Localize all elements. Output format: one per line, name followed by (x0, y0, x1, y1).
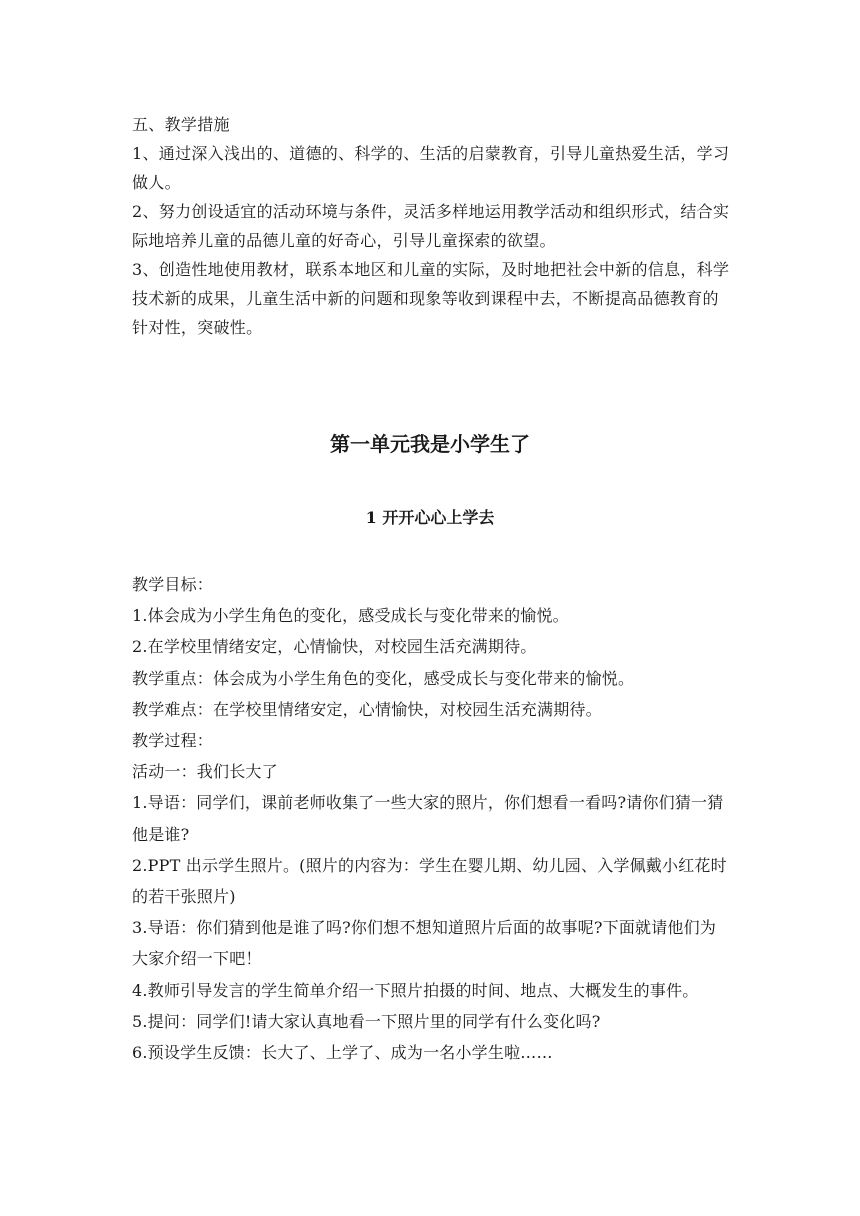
unit-title: 第一单元我是小学生了 (330, 432, 530, 456)
difficulty: 教学难点：在学校里情绪安定，心情愉快，对校园生活充满期待。 (132, 699, 602, 719)
measure-item-2: 2、努力创设适宜的活动环境与条件，灵活多样地运用教学活动和组织形式，结合实际地培养儿童的品德儿童的好奇心，引导儿童探索的欲望。 (132, 202, 730, 250)
activity-title: 活动一：我们长大了 (132, 762, 278, 782)
measure-item-1: 1、通过深入浅出的、道德的、科学的、生活的启蒙教育，引导儿童热爱生活，学习做人。 (132, 144, 730, 192)
teaching-measures-section (132, 110, 732, 342)
step-item-5: 5.提问：同学们!请大家认真地看一下照片里的同学有什么变化吗? (132, 1011, 601, 1031)
goals-label: 教学目标： (132, 575, 214, 594)
lesson-title: 1 开开心心上学去 (365, 508, 495, 527)
step-item-2: 2.PPT 出示学生照片。(照片的内容为：学生在婴儿期、幼儿园、入学佩戴小红花时的若干张照片) (132, 855, 727, 907)
key-point: 教学重点：体会成为小学生角色的变化，感受成长与变化带来的愉悦。 (132, 668, 635, 688)
process-label: 教学过程： (132, 731, 214, 751)
step-item-1: 1.导语：同学们，课前老师收集了一些大家的照片，你们想看一看吗?请你们猜一猜他是谁? (132, 793, 724, 844)
step-item-4: 4.教师引导发言的学生简单介绍一下照片拍摄的时间、地点、大概发生的事件。 (132, 980, 699, 1000)
step-item-6: 6.预设学生反馈：长大了、上学了、成为一名小学生啦…… (132, 1043, 553, 1063)
goal-item-1: 1.体会成为小学生角色的变化，感受成长与变化带来的愉悦。 (132, 606, 569, 626)
goal-item-2: 2.在学校里情绪安定，心情愉快，对校园生活充满期待。 (132, 637, 537, 657)
measure-item-3: 3、创造性地使用教材，联系本地区和儿童的实际，及时地把社会中新的信息，科学技术新的成果，儿童生活中新的问题和现象等收到课程中去，不断提高品德教育的针对性，突破性。 (132, 260, 730, 337)
section-heading: 五、教学措施 (132, 115, 230, 134)
step-item-3: 3.导语：你们猜到他是谁了吗?你们想不想知道照片后面的故事呢?下面就请他们为大家介绍一下吧！ (132, 918, 717, 969)
lesson-body (132, 569, 732, 1068)
